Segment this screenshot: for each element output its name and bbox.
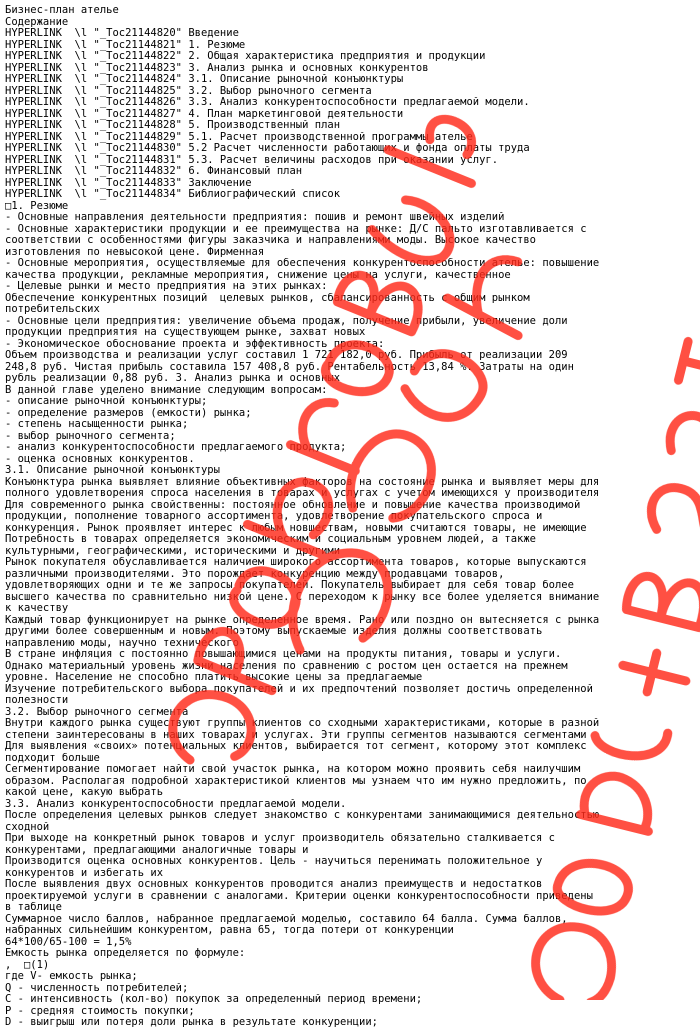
text-line: различными производителями. Это порождает конкуренцию между продавцами товаров, — [5, 568, 505, 580]
text-line: потребительских — [5, 304, 100, 315]
toc-link-line: HYPERLINK \l "_Toc21144820" Введение — [5, 28, 239, 39]
text-line: набранных сильнейшим конкурентом, равна 65, тогда потери от конкуренции — [5, 925, 454, 936]
toc-link-line: HYPERLINK \l "_Toc21144833" Заключение — [5, 177, 252, 189]
text-line: При выходе на конкретный рынок товаров и услуг производитель обязательно сталкивается с — [5, 833, 555, 844]
text-line: уровне. Население не способно платить высокие цены за предлагаемые — [5, 672, 423, 683]
text-line: изготовления по невысокой цене. Фирменная — [5, 246, 265, 258]
toc-link-line: HYPERLINK \l "_Toc21144821" 1. Резюме — [5, 39, 246, 51]
text-line: - оценка основных конкурентов. — [5, 453, 195, 465]
text-line: Каждый товар функционирует на рынке определенное время. Рано или поздно он вытесняется с рынка — [5, 614, 600, 626]
text-line: - степень насыщенности рынка; — [5, 419, 189, 430]
text-line: Однако материальный уровень жизни населения по сравнению с ростом цен остается на прежнем — [5, 660, 568, 672]
toc-link-line: HYPERLINK \l "_Toc21144830" 5.2 Расчет численности работающих и фонда оплаты труда — [5, 143, 530, 154]
text-line: Обеспечение конкурентных позиций целевых рынков, сбалансированность с общим рынком — [5, 292, 530, 304]
text-line: Потребность в товарах определяется экономическим и социальным уровнем людей, а также — [5, 534, 537, 545]
text-line: полного удовлетворения спроса населения в товарах и услугах с учетом имеющихся у производителя — [5, 488, 600, 499]
text-line: Q - численность потребителей; — [5, 982, 189, 994]
toc-link-line: HYPERLINK \l "_Toc21144829" 5.1. Расчет производственной программы ателье — [5, 131, 473, 143]
text-line: 248,8 руб. Чистая прибыль составила 157 408,8 руб. Рентабельность 13,84 %. Затраты на один — [5, 361, 574, 373]
text-line: к качеству — [5, 603, 69, 614]
text-line: конкуренция. Рынок проявляет интерес к любым новшествам, новыми считаются товары, не имеющие — [5, 522, 587, 534]
text-line: - анализ конкурентоспособности предлагаемого продукта; — [5, 442, 347, 453]
text-line: продукции, пополнение товарного ассортимента, удовлетворение покупательского спроса и — [5, 511, 543, 522]
text-line: другими более совершенным и новым. Поэтому выпускаемые изделия должны соответствовать — [5, 626, 543, 637]
text-line: - Целевые рынки и место предприятия на этих рынках: — [5, 281, 328, 292]
text-line: - Основные направления деятельности предприятия: пошив и ремонт швейных изделий — [5, 212, 505, 223]
toc-link-line: HYPERLINK \l "_Toc21144826" 3.3. Анализ конкурентоспособности предлагаемой модели. — [5, 97, 530, 108]
text-line: культурными, географическими, историческими и другими — [5, 545, 341, 557]
text-line: продукции предприятия на существующем рынке, захват новых — [5, 327, 366, 338]
text-line: где V- емкость рынка; — [5, 971, 138, 982]
text-line: сходной — [5, 821, 50, 833]
text-line: соответствии с особенностями фигуры заказчика и направлениями моды. Высокое качество — [5, 235, 537, 246]
text-line: Внутри каждого рынка существуют группы клиентов со сходными характеристиками, которые в разной — [5, 718, 600, 729]
text-line: степени заинтересованы в наших товарах и услугах. Эти группы сегментов называются сегментами — [5, 729, 587, 741]
text-line: в таблице — [5, 902, 62, 913]
text-line: качества продукции, рекламные мероприятия, снижение цены на услуги, качественное — [5, 269, 511, 281]
text-line: 3.1. Описание рыночной конъюнктуры — [5, 465, 220, 476]
toc-link-line: HYPERLINK \l "_Toc21144827" 4. План маркетинговой деятельности — [5, 108, 404, 120]
text-line: С - интенсивность (кол-во) покупок за определенный период времени; — [5, 994, 423, 1005]
toc-link-line: HYPERLINK \l "_Toc21144831" 5.3. Расчет величины расходов при оказании услуг. — [5, 154, 499, 166]
text-line: Изучение потребительского выбора покупателей и их предпочтений позволяет достичь определенной — [5, 683, 593, 695]
document-heading-line: Бизнес-план ателье — [5, 5, 119, 16]
toc-link-line: HYPERLINK \l "_Toc21144822" 2. Общая характеристика предприятия и продукции — [5, 51, 486, 62]
text-line: направлению моды, научно технического — [5, 637, 239, 649]
document-heading-line: Содержание — [5, 16, 69, 28]
document-body — [5, 5, 695, 1029]
text-line: 64*100/65-100 = 1,5% — [5, 936, 132, 948]
text-line: После определения целевых рынков следует знакомство с конкурентами занимающимися деятельностью — [5, 810, 600, 821]
text-line: После выявления двух основных конкурентов проводится анализ преимуществ и недостатков — [5, 879, 543, 890]
text-line: какой цене, какую выбрать — [5, 787, 164, 798]
text-line: Сегментирование помогает найти свой участок рынка, на котором можно проявить себя наилучшим — [5, 764, 581, 775]
text-line: Конъюнктура рынка выявляет влияние объективных факторов на состояние рынка и выявляет меры для — [5, 476, 600, 488]
text-line: высшего качества по сравнительно низкой цене. С переходом к рынку все более уделяется внимание — [5, 591, 600, 603]
text-line: В стране инфляция с постоянно повышающимися ценами на продукты питания, товары и услуги. — [5, 649, 562, 660]
text-line: - Основные цели предприятия: увеличение объема продаж, получение прибыли, увеличение доли — [5, 315, 568, 327]
text-line: D - выигрыш или потеря доли рынка в результате конкуренции; — [5, 1017, 378, 1028]
text-line: образом. Располагая подробной характеристикой клиентов мы узнаем что им нужно предложить, по — [5, 775, 587, 787]
text-line: В данной главе уделено внимание следующим вопросам: — [5, 384, 328, 396]
text-line: Емкость рынка определяется по формуле: — [5, 948, 246, 959]
text-line: - Основные мероприятия, осуществляемые для обеспечения конкурентоспособности ателье: повышение — [5, 258, 600, 269]
text-line: подходит больше — [5, 752, 100, 764]
text-line: Для выявления «своих» потенциальных клиентов, выбирается тот сегмент, которому этот комплекс — [5, 741, 587, 752]
text-line: □1. Резюме — [5, 200, 69, 212]
text-line: проектируемой услуги в сравнении с аналогами. Критерии оценки конкурентоспособности приведены — [5, 890, 593, 902]
text-line: 3.2. Выбор рыночного сегмента — [5, 706, 189, 718]
text-line: - Основные характеристики продукции и ее преимущества на рынке: Д/С пальто изготавливается с — [5, 223, 587, 235]
text-line: Суммарное число баллов, набранное предлагаемой моделью, составило 64 балла. Сумма баллов, — [5, 913, 568, 925]
text-line: - Экономическое обоснование проекта и эффективность проекта: — [5, 338, 385, 350]
text-line: конкурентами, предлагающими аналогичные товары и — [5, 844, 309, 856]
text-line: - описание рыночной конъюнктуры; — [5, 396, 208, 407]
text-line: - выбор рыночного сегмента; — [5, 430, 176, 442]
text-line: удовлетворяющих одни и те же запросы покупателей. Покупатель выбирает для себя товар более — [5, 580, 574, 591]
toc-link-line: HYPERLINK \l "_Toc21144828" 5. Производственный план — [5, 120, 341, 131]
text-line: , □(1) — [5, 959, 50, 971]
toc-link-line: HYPERLINK \l "_Toc21144834" Библиографический список — [5, 189, 341, 200]
text-line: Рынок покупателя обуславливается наличием широкого ассортимента товаров, которые выпускаются — [5, 557, 587, 568]
toc-link-line: HYPERLINK \l "_Toc21144823" 3. Анализ рынка и основных конкурентов — [5, 62, 429, 74]
text-line: - определение размеров (емкости) рынка; — [5, 407, 252, 419]
text-line: Для современного рынка свойственны: постоянное обновление и повышение качества производимой — [5, 499, 581, 511]
text-line: Производится оценка основных конкурентов. Цель - научиться перенимать положительное у — [5, 856, 543, 867]
text-line: Объем производства и реализации услуг составил 1 721 182,0 руб. Прибыль от реализации 209 — [5, 350, 568, 361]
text-line: 3.3. Анализ конкурентоспособности предлагаемой модели. — [5, 798, 347, 810]
toc-link-line: HYPERLINK \l "_Toc21144832" 6. Финансовый план — [5, 166, 303, 177]
text-line: конкурентов и избегать их — [5, 867, 164, 879]
toc-link-line: HYPERLINK \l "_Toc21144825" 3.2. Выбор рыночного сегмента — [5, 85, 372, 97]
toc-link-line: HYPERLINK \l "_Toc21144824" 3.1. Описание рыночной конъюнктуры — [5, 74, 404, 85]
text-line: рубль реализации 0,88 руб. 3. Анализ рынка и основных — [5, 373, 341, 384]
text-line: полезности — [5, 695, 69, 706]
text-line: Р - средняя стоимость покупки; — [5, 1005, 195, 1017]
